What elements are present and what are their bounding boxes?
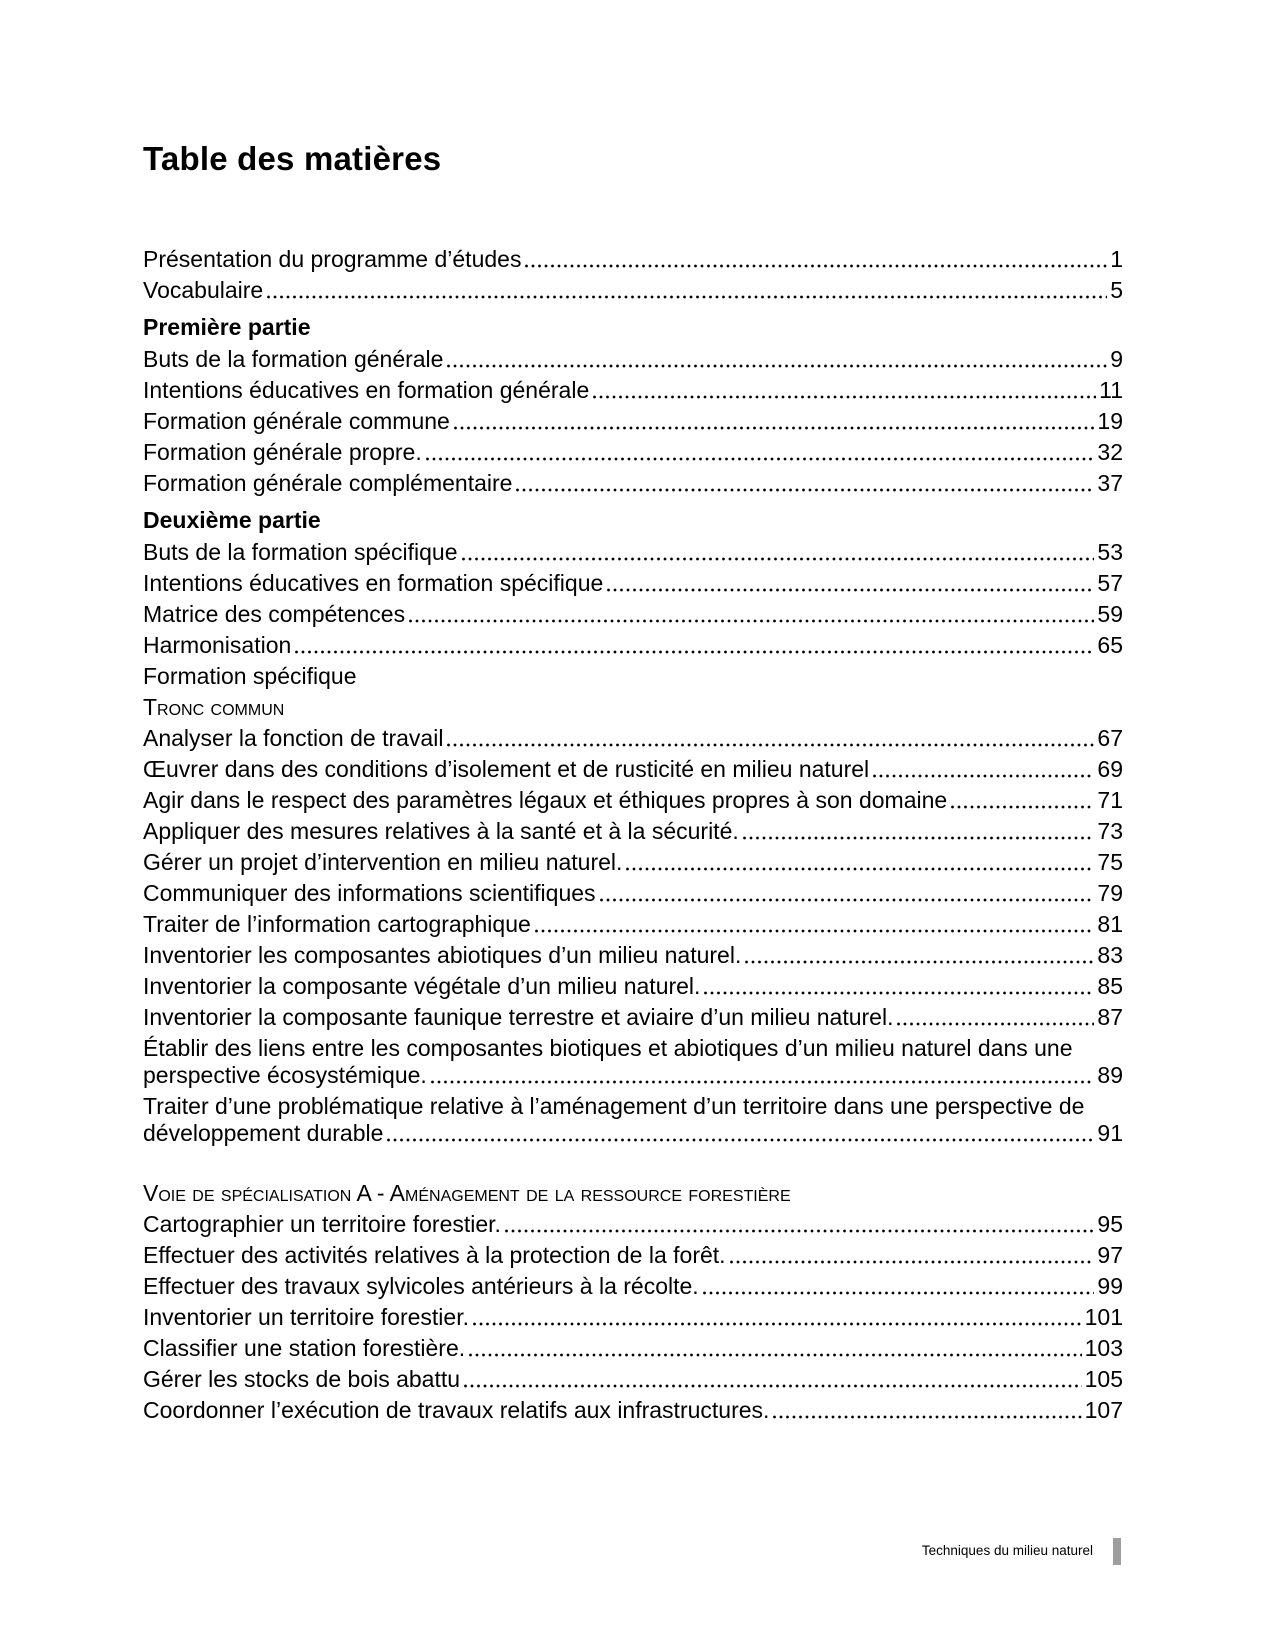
toc-entry	[143, 1035, 1123, 1089]
toc-entry-label: Buts de la formation générale	[143, 346, 444, 372]
dot-leader	[600, 898, 1095, 902]
dot-leader	[464, 1384, 1082, 1388]
toc-heading-label: Voie de spécialisation A - Aménagement de la ressource forestière	[143, 1180, 791, 1206]
toc-heading-label: Formation spécifique	[143, 663, 357, 689]
toc-page-number: 89	[1097, 1062, 1123, 1088]
toc-entry-label: Appliquer des mesures relatives à la santé et à la sécurité.	[143, 818, 739, 844]
dot-leader	[462, 557, 1095, 561]
toc-page-number: 65	[1097, 632, 1123, 658]
toc-entry	[143, 1273, 1123, 1300]
toc-page-number: 19	[1097, 408, 1123, 434]
toc-entry-label: Intentions éducatives en formation générale	[143, 377, 590, 403]
toc-entry-label: Agir dans le respect des paramètres légaux et éthiques propres à son domaine	[143, 787, 948, 813]
toc-entry-label: Cartographier un territoire forestier.	[143, 1211, 501, 1237]
dot-leader	[626, 867, 1094, 871]
toc-page-number: 105	[1084, 1366, 1123, 1392]
dot-leader	[873, 774, 1094, 778]
toc-entry	[143, 1093, 1123, 1147]
toc-entry-label: Présentation du programme d’études	[143, 246, 522, 272]
toc-page-number: 107	[1084, 1397, 1123, 1423]
dot-leader	[295, 650, 1094, 654]
toc-entry-label: Harmonisation	[143, 632, 292, 658]
toc-heading	[143, 663, 1123, 690]
toc-entry-line2	[143, 1062, 1123, 1089]
toc-entry	[143, 470, 1123, 497]
toc-page-number: 99	[1097, 1273, 1123, 1299]
toc-page-number: 101	[1084, 1304, 1123, 1330]
toc-entry	[143, 787, 1123, 814]
dot-leader	[743, 836, 1095, 840]
toc-heading	[143, 694, 1123, 721]
toc-entry-label: Classifier une station forestière.	[143, 1335, 466, 1361]
toc-entry-label-line2: développement durable	[143, 1120, 384, 1146]
footer-gray-bar	[1113, 1538, 1121, 1565]
toc-entry-label: Gérer un projet d’intervention en milieu naturel.	[143, 849, 623, 875]
toc-page-number: 79	[1097, 880, 1123, 906]
toc-entry	[143, 911, 1123, 938]
toc-entry-label: Inventorier les composantes abiotiques d’un milieu naturel.	[143, 942, 742, 968]
toc-heading	[143, 314, 1123, 341]
toc-entry-label: Intentions éducatives en formation spécifique	[143, 570, 604, 596]
toc-page-number: 97	[1097, 1242, 1123, 1268]
toc-page-number: 67	[1097, 725, 1123, 751]
toc-list	[143, 246, 1123, 1424]
toc-entry	[143, 973, 1123, 1000]
toc-page-number: 91	[1097, 1120, 1123, 1146]
toc-page-number: 95	[1097, 1211, 1123, 1237]
toc-entry-label-line2: perspective écosystémique.	[143, 1062, 427, 1088]
toc-heading-label: Deuxième partie	[143, 507, 321, 533]
toc-entry	[143, 570, 1123, 597]
toc-entry-label: Formation générale complémentaire	[143, 470, 513, 496]
toc-entry	[143, 1335, 1123, 1362]
toc-page-number: 9	[1110, 346, 1123, 372]
toc-entry	[143, 880, 1123, 907]
dot-leader	[431, 1080, 1095, 1084]
toc-page-number: 85	[1097, 973, 1123, 999]
toc-entry	[143, 1242, 1123, 1269]
toc-page-number: 5	[1110, 277, 1123, 303]
dot-leader	[703, 1291, 1095, 1295]
toc-entry	[143, 277, 1123, 304]
toc-entry-label-line1: Établir des liens entre les composantes biotiques et abiotiques d’un milieu naturel dans une	[143, 1035, 1073, 1061]
toc-page-number: 71	[1097, 787, 1123, 813]
toc-entry-label: Coordonner l’exécution de travaux relatifs aux infrastructures.	[143, 1397, 770, 1423]
toc-page-number: 81	[1097, 911, 1123, 937]
dot-leader	[447, 743, 1094, 747]
dot-leader	[473, 1322, 1082, 1326]
toc-page-number: 32	[1097, 439, 1123, 465]
dot-leader	[607, 588, 1094, 592]
toc-entry-label: Vocabulaire	[143, 277, 264, 303]
toc-heading-label: Tronc commun	[143, 694, 285, 720]
dot-leader	[409, 619, 1094, 623]
toc-entry-label: Matrice des compétences	[143, 601, 406, 627]
toc-entry-label: Effectuer des activités relatives à la protection de la forêt.	[143, 1242, 726, 1268]
toc-entry	[143, 1304, 1123, 1331]
toc-entry	[143, 632, 1123, 659]
dot-leader	[951, 805, 1094, 809]
toc-entry-line2	[143, 1120, 1123, 1147]
toc-page-number: 75	[1097, 849, 1123, 875]
page-footer	[922, 1538, 1121, 1565]
toc-entry-label: Formation générale commune	[143, 408, 450, 434]
toc-heading-label: Première partie	[143, 314, 311, 340]
toc-entry	[143, 1397, 1123, 1424]
dot-leader	[426, 457, 1095, 461]
dot-leader	[267, 295, 1107, 299]
toc-entry	[143, 942, 1123, 969]
toc-entry-label: Gérer les stocks de bois abattu	[143, 1366, 461, 1392]
toc-page-number: 11	[1099, 377, 1123, 403]
toc-entry-label-line1: Traiter d’une problématique relative à l’aménagement d’un territoire dans une perspective de	[143, 1093, 1085, 1119]
dot-leader	[505, 1229, 1094, 1233]
toc-entry-label: Buts de la formation spécifique	[143, 539, 458, 565]
toc-heading	[143, 1180, 1123, 1207]
dot-leader	[773, 1415, 1081, 1419]
dot-leader	[454, 426, 1095, 430]
toc-entry	[143, 377, 1123, 404]
toc-heading	[143, 507, 1123, 534]
toc-entry-label: Formation générale propre.	[143, 439, 422, 465]
toc-entry	[143, 1366, 1123, 1393]
toc-entry	[143, 1211, 1123, 1238]
toc-entry-label: Inventorier un territoire forestier.	[143, 1304, 469, 1330]
toc-page-number: 87	[1097, 1004, 1123, 1030]
toc-page-number: 1	[1110, 246, 1123, 272]
toc-entry	[143, 1004, 1123, 1031]
toc-entry-label: Inventorier la composante faunique terrestre et aviaire d’un milieu naturel.	[143, 1004, 894, 1030]
toc-entry	[143, 849, 1123, 876]
toc-entry	[143, 439, 1123, 466]
toc-page-number: 59	[1097, 601, 1123, 627]
toc-entry	[143, 725, 1123, 752]
toc-page-number: 73	[1097, 818, 1123, 844]
toc-entry-label: Traiter de l’information cartographique	[143, 911, 531, 937]
toc-entry	[143, 818, 1123, 845]
dot-leader	[593, 395, 1096, 399]
toc-page-number: 103	[1084, 1335, 1123, 1361]
toc-entry-label: Effectuer des travaux sylvicoles antérieurs à la récolte.	[143, 1273, 699, 1299]
dot-leader	[469, 1353, 1081, 1357]
toc-page-number: 83	[1097, 942, 1123, 968]
dot-leader	[516, 488, 1094, 492]
toc-entry-label: Inventorier la composante végétale d’un milieu naturel.	[143, 973, 701, 999]
toc-page-number: 69	[1097, 756, 1123, 782]
toc-entry	[143, 601, 1123, 628]
toc-entry	[143, 408, 1123, 435]
toc-page-number: 53	[1097, 539, 1123, 565]
dot-leader	[525, 264, 1107, 268]
toc-entry	[143, 756, 1123, 783]
dot-leader	[704, 991, 1094, 995]
toc-page-number: 37	[1097, 470, 1123, 496]
dot-leader	[387, 1138, 1094, 1142]
toc-page-number: 57	[1097, 570, 1123, 596]
toc-entry-label: Communiquer des informations scientifiques	[143, 880, 596, 906]
page-title: Table des matières	[143, 140, 442, 177]
toc-entry-label: Analyser la fonction de travail	[143, 725, 444, 751]
footer-program-name: Techniques du milieu naturel	[921, 1543, 1093, 1558]
dot-leader	[447, 364, 1107, 368]
toc-entry-label: Œuvrer dans des conditions d’isolement et de rusticité en milieu naturel	[143, 756, 870, 782]
dot-leader	[535, 929, 1095, 933]
toc-entry	[143, 246, 1123, 273]
toc-entry	[143, 539, 1123, 566]
dot-leader	[897, 1022, 1094, 1026]
dot-leader	[745, 960, 1094, 964]
dot-leader	[730, 1260, 1095, 1264]
toc-entry	[143, 346, 1123, 373]
